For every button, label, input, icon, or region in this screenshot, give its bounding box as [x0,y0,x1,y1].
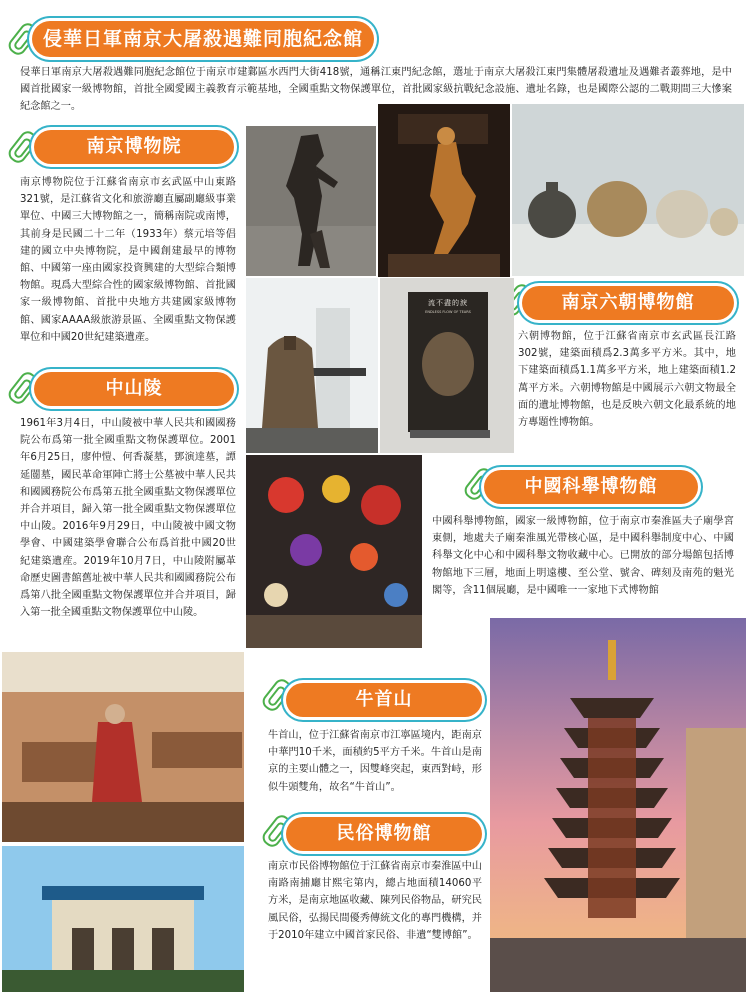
folk-body: 南京市民俗博物館位于江蘇省南京市秦淮區中山南路南捕廳甘熙宅第内，總占地面積14060平方米，是南京地區收藏、陳列民俗物品，研究民風民俗，弘揚民間優秀傳統文化的專門機構，并于2010年建立中國首家民俗、非遺“雙博館”。 [268,861,482,941]
niushou-title: 牛首山 [286,683,482,717]
bell-photo [246,278,378,453]
memorial-title: 侵華日軍南京大屠殺遇難同胞紀念館 [32,21,374,57]
keju-body: 中國科舉博物館，國家一級博物館，位于南京市秦淮區夫子廟學宮東側，地處夫子廟秦淮風光帶核心區，是中國科舉制度中心、中國科舉文化中心和中國科舉文物收藏中心。已開放的部分場館包括博物館地下三層，地面上明遠樓、至公堂、號舍、碑刻及南苑的魁光閣等，含11個展廳，是中國唯一一家地下式博物館 [432,516,734,596]
flowers-photo [246,455,422,648]
exhibit-figure-photo [378,104,510,277]
six-dynasties-title: 南京六朝博物館 [522,286,734,320]
nanjing-museum-title: 南京博物院 [34,130,234,164]
statue-photo [246,126,376,276]
tears-sign-subtitle: ENDLESS FLOW OF TEARS [425,310,471,314]
tears-sign-title: 流不盡的淚 [428,299,468,307]
tears-relief-photo [380,278,514,453]
six-dynasties-body: 六朝博物館，位于江蘇省南京市玄武區長江路302號，建築面積爲2.3萬多平方米。其中，地下建築面積爲1.1萬多平方米，地上建築面積1.2萬平方米。六朝博物館是中國展示六朝文物最全面的遺址博物館，也是反映六朝文化最系統的地方專題性博物館。 [518,331,736,429]
nanjing-museum-body: 南京博物院位于江蘇省南京市玄武區中山東路321號，是江蘇省文化和旅游廳直屬副廳級事業單位、中國三大博物館之一，簡稱南院或南博，其前身是民國二十二年（1933年）蔡元培等倡建的國立中央博物院，是中國創建最早的博物館、中國第一座由國家投資興建的大型綜合類博物館。現爲大型綜合性的國家級博物館、首批國家一級博物館、首批中央地方共建國家級博物館、國家AAAA級旅游景區、全國重點文物保護單位和中國20世紀建築遺產。 [20,177,236,343]
mausoleum-photo [2,846,244,992]
pagoda-photo [490,618,746,992]
vases-photo [512,104,744,276]
folk-title: 民俗博物館 [286,817,482,851]
niushou-body: 牛首山，位于江蘇省南京市江寧區境内，距南京中華門10千米，面積約5平方千米。牛首山是南京的主要山體之一，因雙峰突起，東西對峙，形似牛頭雙角，故名“牛首山”。 [268,730,482,793]
keju-title: 中國科舉博物館 [484,470,698,504]
sun-yatsen-title: 中山陵 [34,372,234,406]
sun-yatsen-body: 1961年3月4日，中山陵被中華人民共和國國務院公布爲第一批全國重點文物保護單位。2001年6月25日，廖仲愷、何香凝墓，鄧演達墓，譚延闓墓，國民革命軍陣亡將士公墓被中華人民共和國國務院公布爲第五批全國重點文物保護單位并合并項目，歸入第一批全國重點文物保護單位中山陵。2016年9月29日，中山陵被中國文物學會、中國建築學會聯合公布爲首批中國20世紀建築遺産。2019年10月7日，中山陵附屬革命歷史圖書館舊址被中華人民共和國國務院公布爲第八批全國重點文物保護單位并合并項目，歸入第一批全國重點文物保護單位中山陵。 [20,418,236,619]
exam-hall-photo [2,652,244,842]
memorial-body: 侵華日軍南京大屠殺遇難同胞紀念館位于南京市建鄴區水西門大街418號，通稱江東門紀念館，選址于南京大屠殺江東門集體屠殺遺址及遇難者叢葬地，是中國首批國家一級博物館，首批全國愛國主義教育示範基地，全國重點文物保護單位，首批國家級抗戰紀念設施、遺址名錄，也是國際公認的二戰期間三大慘案紀念館之一。 [20,67,732,113]
